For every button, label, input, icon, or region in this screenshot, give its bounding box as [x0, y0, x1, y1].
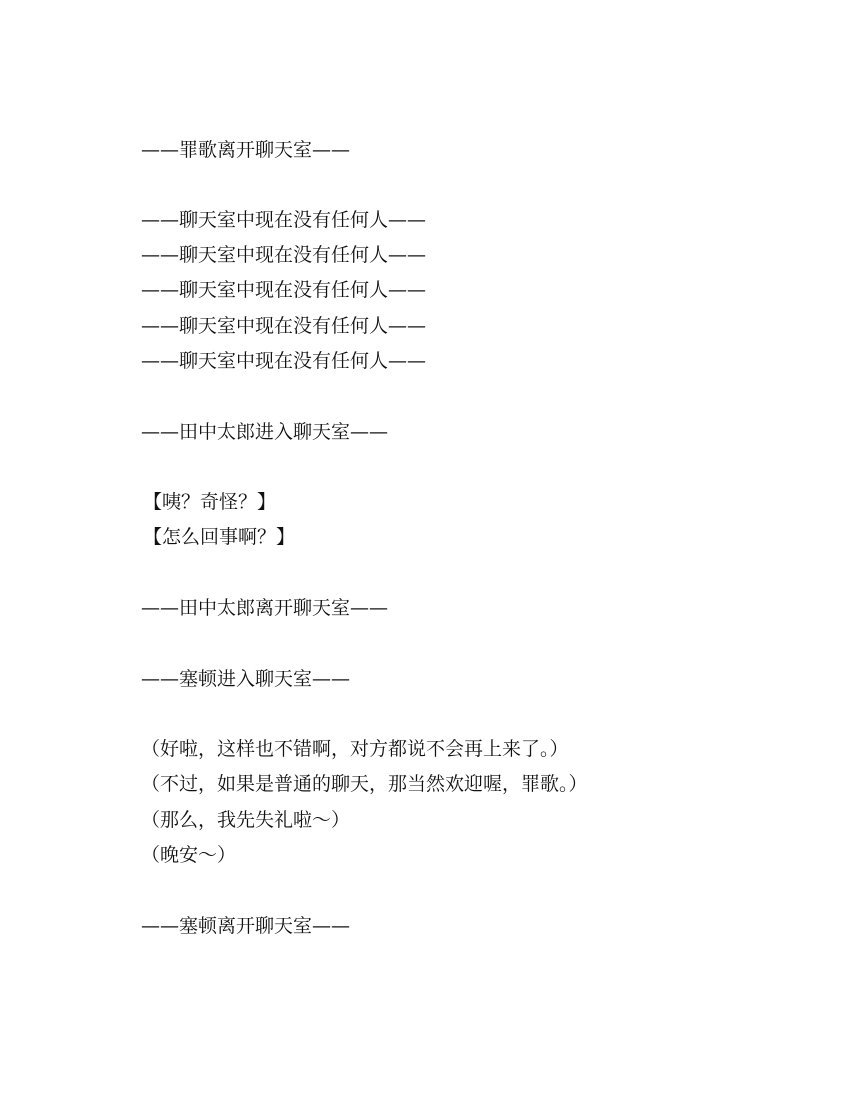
system-message-empty-room: ——聊天室中现在没有任何人—— — [141, 315, 427, 337]
system-message-empty-room: ——聊天室中现在没有任何人—— — [141, 350, 427, 372]
chat-message: （那么，我先失礼啦～） — [141, 809, 351, 831]
system-message-enter: ——田中太郎进入聊天室—— — [141, 421, 389, 443]
system-message-leave: ——塞顿离开聊天室—— — [141, 915, 351, 937]
chat-message: （不过，如果是普通的聊天，那当然欢迎喔，罪歌。） — [141, 773, 588, 795]
system-message-empty-room: ——聊天室中现在没有任何人—— — [141, 209, 427, 231]
system-message-enter: ——塞顿进入聊天室—— — [141, 668, 351, 690]
chat-message: 【怎么回事啊？】 — [143, 526, 296, 548]
system-message-empty-room: ——聊天室中现在没有任何人—— — [141, 244, 427, 266]
system-message-leave: ——田中太郎离开聊天室—— — [141, 597, 389, 619]
chat-message: （晚安～） — [141, 844, 237, 866]
chat-message: （好啦，这样也不错啊，对方都说不会再上来了。） — [141, 738, 569, 760]
chat-message: 【咦？奇怪？】 — [143, 491, 277, 513]
system-message-empty-room: ——聊天室中现在没有任何人—— — [141, 279, 427, 301]
system-message-leave: ——罪歌离开聊天室—— — [141, 139, 351, 161]
